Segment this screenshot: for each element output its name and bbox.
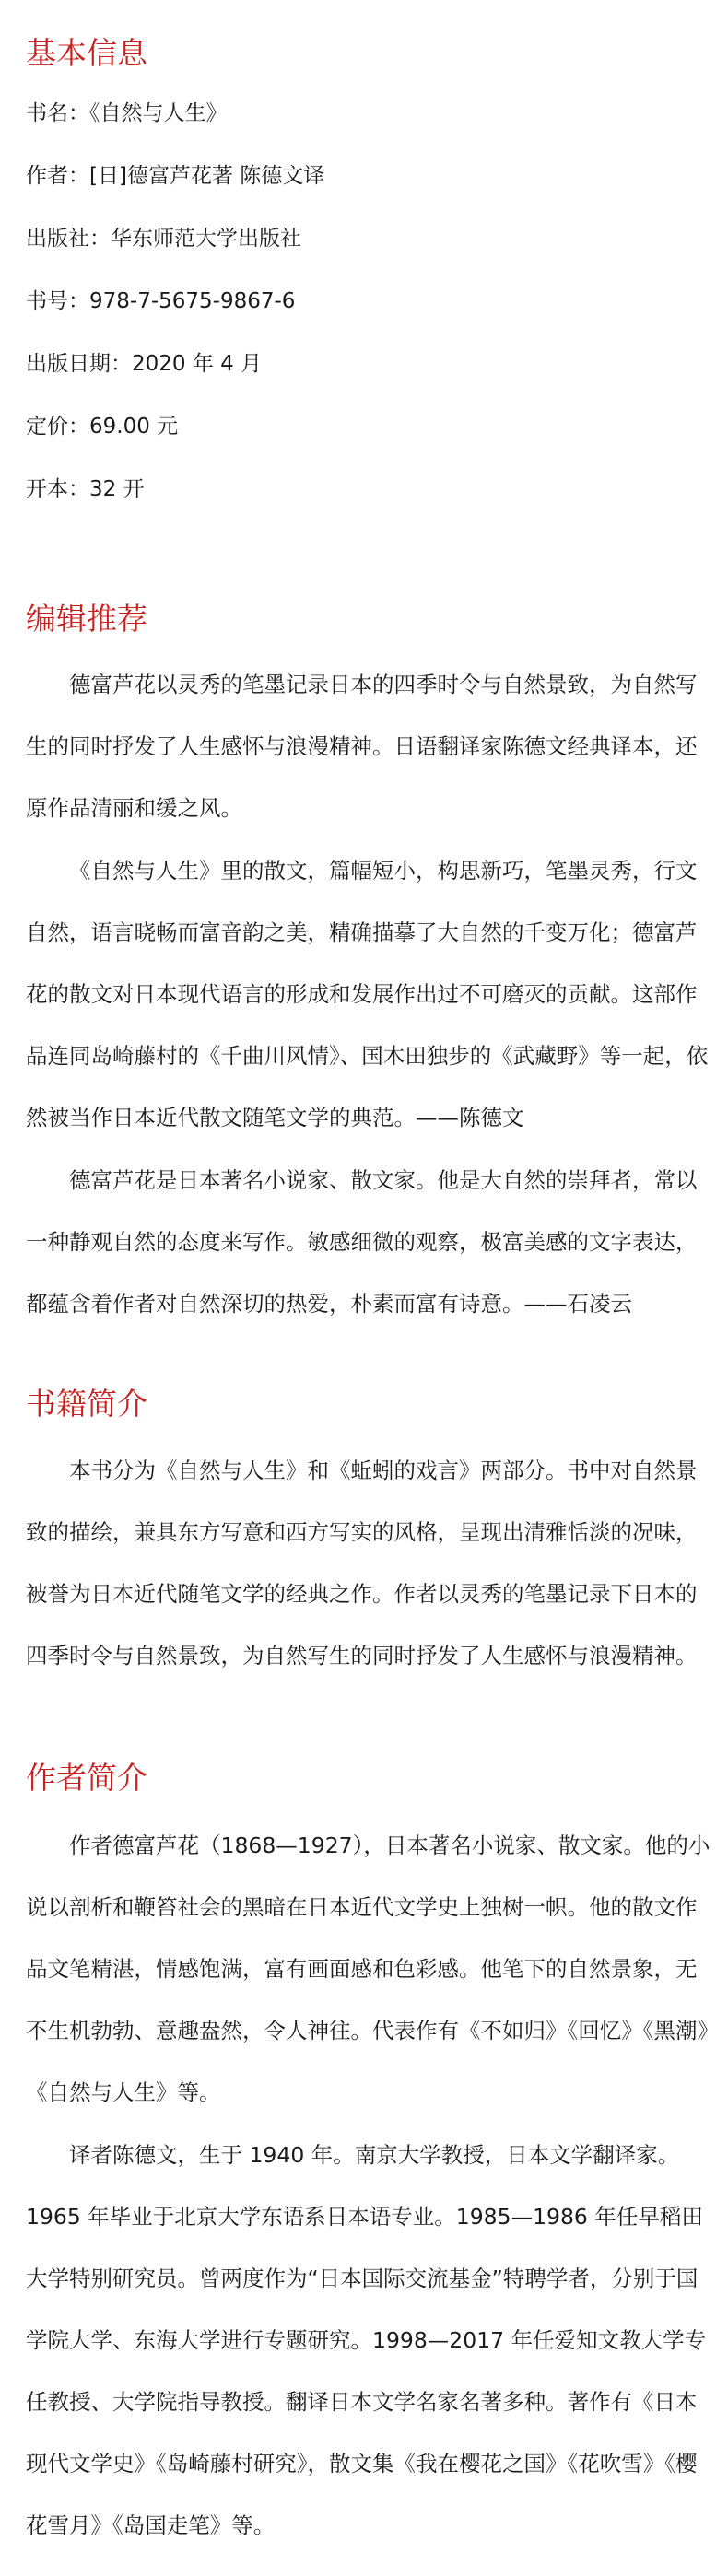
section-title-basic-info: 基本信息 [26,35,147,71]
info-title: 书名：《自然与人生》 [26,101,228,125]
intro-paragraph: 本书分为《自然与人生》和《蚯蚓的戏言》两部分。书中对自然景致的描绘，兼具东方写意和西方写实的风格，呈现出清雅恬淡的况味，被誉为日本近代随笔文学的经典之作。作者以灵秀的笔墨记录下日本的四季时令与自然景致，为自然写生的同时抒发了人生感怀与浪漫精神。 [26,1458,698,1669]
recommend-paragraph: 德富芦花以灵秀的笔墨记录日本的四季时令与自然景致，为自然写生的同时抒发了人生感怀与浪漫精神。日语翻译家陈德文经典译本，还原作品清丽和缓之风。 [26,672,698,821]
info-publish-date: 出版日期：2020 年 4 月 [26,352,263,376]
translator-paragraph: 译者陈德文，生于 1940 年。南京大学教授，日本文学翻译家。1965 年毕业于北京大学东语系日本语专业。1985—1986 年任早稻田大学特别研究员。曾两度作为“日本国际交流基金”特聘学者，分别于国学院大学、东海大学进行专题研究。1998—2017 年任爱知文教大学专任教授、大学院指导教授。翻译日本文学名家名著多种。著作有《日本现代文学史》《岛崎藤村研究》，散文集《我在樱花之国》《花吹雪》《樱花雪月》《岛国走笔》等。 [26,2142,707,2538]
info-price: 定价：69.00 元 [26,415,179,439]
info-publisher: 出版社：华东师范大学出版社 [26,227,301,251]
recommend-paragraph: 德富芦花是日本著名小说家、散文家。他是大自然的崇拜者，常以一种静观自然的态度来写作。敏感细微的观察，极富美感的文字表达，都蕴含着作者对自然深切的热爱，朴素而富有诗意。——石凌云 [26,1167,698,1317]
info-format: 开本：32 开 [26,477,145,501]
author-paragraph: 作者德富芦花（1868—1927），日本著名小说家、散文家。他的小说以剖析和鞭笞社会的黑暗在日本近代文学史上独树一帜。他的散文作品文笔精湛，情感饱满，富有画面感和色彩感。他笔下的自然景象，无不生机勃勃、意趣盎然，令人神往。代表作有《不如归》《回忆》《黑潮》《自然与人生》等。 [26,1832,710,2105]
info-isbn: 书号：978-7-5675-9867-6 [26,289,296,313]
info-author: 作者：[日]德富芦花著 陈德文译 [26,164,325,188]
section-title-recommend: 编辑推荐 [26,601,147,637]
section-title-book-intro: 书籍简介 [26,1386,147,1422]
section-title-author-intro: 作者简介 [26,1760,147,1796]
recommend-paragraph: 《自然与人生》里的散文，篇幅短小，构思新巧，笔墨灵秀，行文自然，语言晓畅而富音韵之美，精确描摹了大自然的千变万化；德富芦花的散文对日本现代语言的形成和发展作出过不可磨灭的贡献。这部作品连同岛崎藤村的《千曲川风情》、国木田独步的《武藏野》等一起，依然被当作日本近代散文随笔文学的典范。——陈德文 [26,858,709,1130]
